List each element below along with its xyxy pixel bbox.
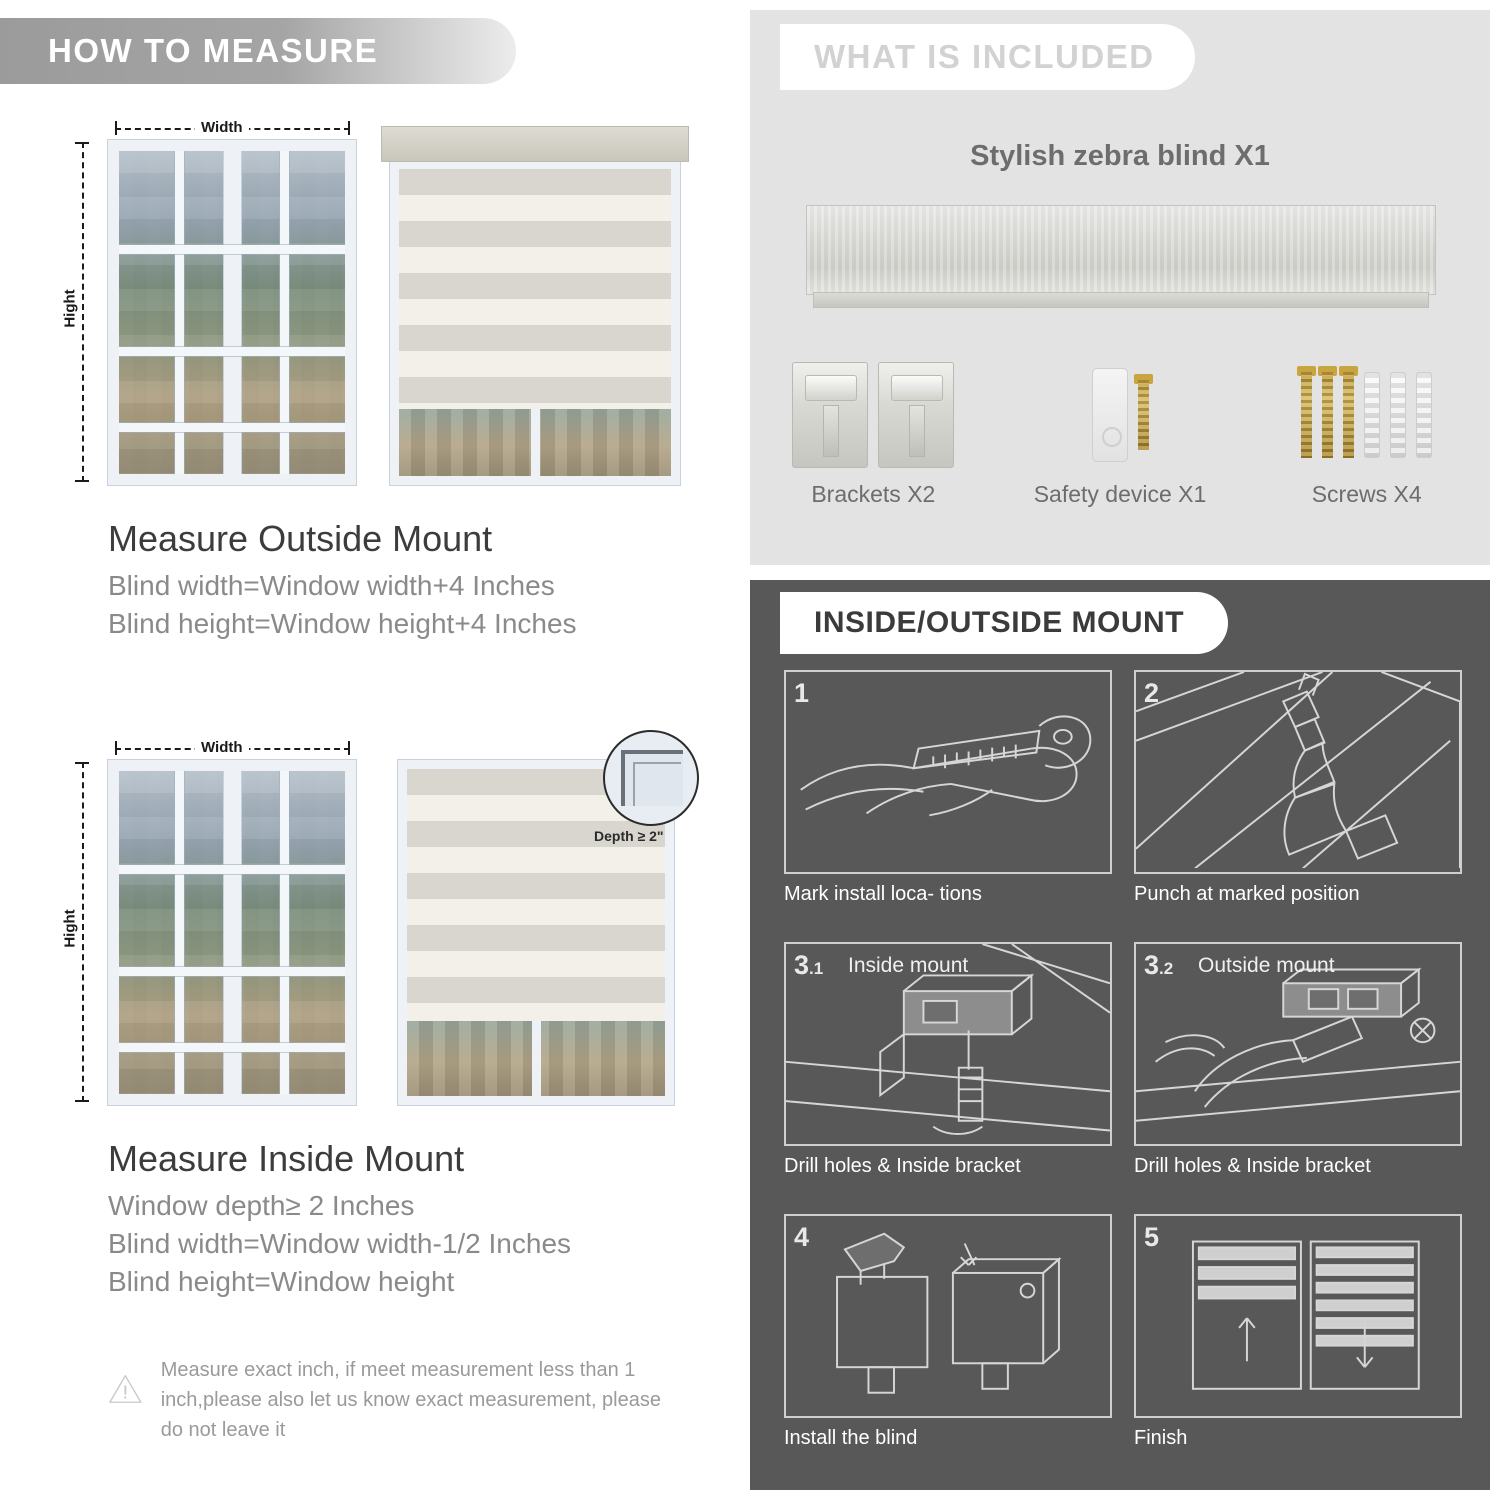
finished-blind-icon xyxy=(1136,1216,1460,1412)
install-step-3-1-inline-title: Inside mount xyxy=(848,954,969,977)
included-part-safety-device xyxy=(997,355,1244,508)
warning-triangle-icon xyxy=(108,1355,143,1423)
outside-height-label: Hight xyxy=(62,283,79,333)
window-mullion-h2-inside xyxy=(119,967,345,976)
left-column xyxy=(0,0,740,1500)
inside-height-cap-bottom xyxy=(75,1100,89,1102)
outside-height-cap-top xyxy=(75,142,89,144)
outside-height-dimension-line xyxy=(82,142,85,482)
install-step-4 xyxy=(784,1214,1112,1470)
install-step-3-1-art xyxy=(784,942,1112,1146)
included-part-brackets xyxy=(750,355,997,508)
included-part-label-2: Screws X4 xyxy=(1311,481,1422,507)
install-step-2-caption: Punch at marked position xyxy=(1134,883,1360,905)
inside-width-cap-right xyxy=(348,741,350,755)
how-to-measure-title: HOW TO MEASURE xyxy=(48,32,379,69)
safety-device-body xyxy=(1092,368,1128,462)
inside-outside-mount-title: INSIDE/OUTSIDE MOUNT xyxy=(814,606,1185,639)
drill-icon xyxy=(1136,672,1460,868)
inside-mount-heading: Measure Inside Mount xyxy=(108,1138,465,1179)
window-illustration-inside xyxy=(108,760,356,1105)
hand-tape-measure-icon xyxy=(786,672,1110,868)
install-step-4-caption: Install the blind xyxy=(784,1427,918,1449)
inside-outside-mount-panel xyxy=(750,580,1490,1490)
install-step-3-2-caption: Drill holes & Inside bracket xyxy=(1134,1155,1371,1177)
depth-corner-inner xyxy=(633,762,681,806)
install-step-2-number: 2 xyxy=(1144,678,1160,708)
measurement-note-text: Measure exact inch, if meet measurement less than 1 inch,please also let us know exact measurement, please do not leave it xyxy=(160,1359,661,1441)
install-step-3-1-number: 3.1 xyxy=(794,950,824,980)
window-illustration-outside xyxy=(108,140,356,485)
install-step-1-number: 1 xyxy=(794,678,810,708)
outside-mount-heading: Measure Outside Mount xyxy=(108,518,493,559)
blind-headrail-outside xyxy=(381,126,689,162)
wall-anchor-2 xyxy=(1390,372,1406,458)
what-is-included-panel xyxy=(750,10,1490,565)
included-part-label-1: Safety device X1 xyxy=(1033,481,1207,507)
inside-mount-line1: Window depth≥ 2 Inches xyxy=(108,1190,415,1221)
install-step-1-art xyxy=(784,670,1112,874)
blind-window-outside xyxy=(390,160,680,485)
install-step-3-1 xyxy=(784,942,1112,1198)
inside-width-cap-left xyxy=(115,741,117,755)
bracket-icon-2 xyxy=(878,362,954,468)
install-step-5-number: 5 xyxy=(1144,1222,1160,1252)
window-mullion-h1-inside xyxy=(119,865,345,874)
install-step-1 xyxy=(784,670,1112,926)
bracket-icon-1 xyxy=(792,362,868,468)
what-is-included-title: WHAT IS INCLUDED xyxy=(814,38,1155,75)
depth-callout-label: Depth ≥ 2" xyxy=(594,828,664,844)
screw-2 xyxy=(1322,372,1333,458)
screw-1 xyxy=(1301,372,1312,458)
what-is-included-tab xyxy=(780,24,1195,90)
install-step-2 xyxy=(1134,670,1462,926)
inside-outside-mount-tab xyxy=(780,592,1228,654)
install-step-1-caption: Mark install loca- tions xyxy=(784,883,982,905)
outside-mount-line2: Blind height=Window height+4 Inches xyxy=(108,608,577,639)
included-part-screws xyxy=(1243,355,1490,508)
install-step-5-art xyxy=(1134,1214,1462,1418)
inside-mount-line2: Blind width=Window width-1/2 Inches xyxy=(108,1228,572,1259)
wall-anchor-3 xyxy=(1416,372,1432,458)
outside-mount-diagram xyxy=(60,100,710,500)
how-to-measure-banner xyxy=(0,18,516,84)
safety-device-screw xyxy=(1138,380,1149,450)
product-title: Stylish zebra blind X1 xyxy=(970,140,1270,172)
outside-width-cap-right xyxy=(348,121,350,135)
inside-mount-block xyxy=(0,720,740,1298)
window-mullion-h3 xyxy=(119,423,345,432)
install-step-4-art xyxy=(784,1214,1112,1418)
measurement-note xyxy=(108,1355,668,1445)
bracket-icon xyxy=(750,355,997,475)
outside-width-label: Width xyxy=(195,119,249,136)
install-step-2-art xyxy=(1134,670,1462,874)
outside-height-cap-bottom xyxy=(75,480,89,482)
blind-clip-icon xyxy=(786,1216,1110,1412)
outside-width-cap-left xyxy=(115,121,117,135)
install-step-3-2 xyxy=(1134,942,1462,1198)
install-step-3-2-inline-title: Outside mount xyxy=(1198,954,1335,977)
screw-icon xyxy=(1243,355,1490,475)
installation-steps xyxy=(784,670,1462,1470)
included-parts-row xyxy=(750,355,1490,508)
install-step-5 xyxy=(1134,1214,1462,1470)
outside-mount-block xyxy=(0,100,740,640)
zebra-blind-fabric xyxy=(399,169,671,409)
install-step-4-number: 4 xyxy=(794,1222,810,1252)
screw-3 xyxy=(1343,372,1354,458)
zebra-blind-product-image xyxy=(806,205,1436,295)
inside-height-cap-top xyxy=(75,762,89,764)
right-column xyxy=(740,0,1500,1500)
window-mullion-h3-inside xyxy=(119,1043,345,1052)
install-step-5-caption: Finish xyxy=(1134,1427,1188,1449)
window-mullion-h2 xyxy=(119,347,345,356)
depth-callout-circle xyxy=(603,730,699,826)
install-step-3-2-art xyxy=(1134,942,1462,1146)
wall-anchor-1 xyxy=(1364,372,1380,458)
install-step-3-2-number: 3.2 xyxy=(1144,950,1174,980)
inside-mount-line3: Blind height=Window height xyxy=(108,1266,455,1297)
inside-width-label: Width xyxy=(195,739,249,756)
safety-device-icon xyxy=(997,355,1244,475)
install-step-3-1-caption: Drill holes & Inside bracket xyxy=(784,1155,1021,1177)
window-mullion-h1 xyxy=(119,245,345,254)
inside-height-label: Hight xyxy=(62,903,79,953)
inside-mount-diagram xyxy=(60,720,710,1120)
outside-mount-line1: Blind width=Window width+4 Inches xyxy=(108,570,555,601)
inside-height-dimension-line xyxy=(82,762,85,1102)
included-part-label-0: Brackets X2 xyxy=(811,481,936,507)
